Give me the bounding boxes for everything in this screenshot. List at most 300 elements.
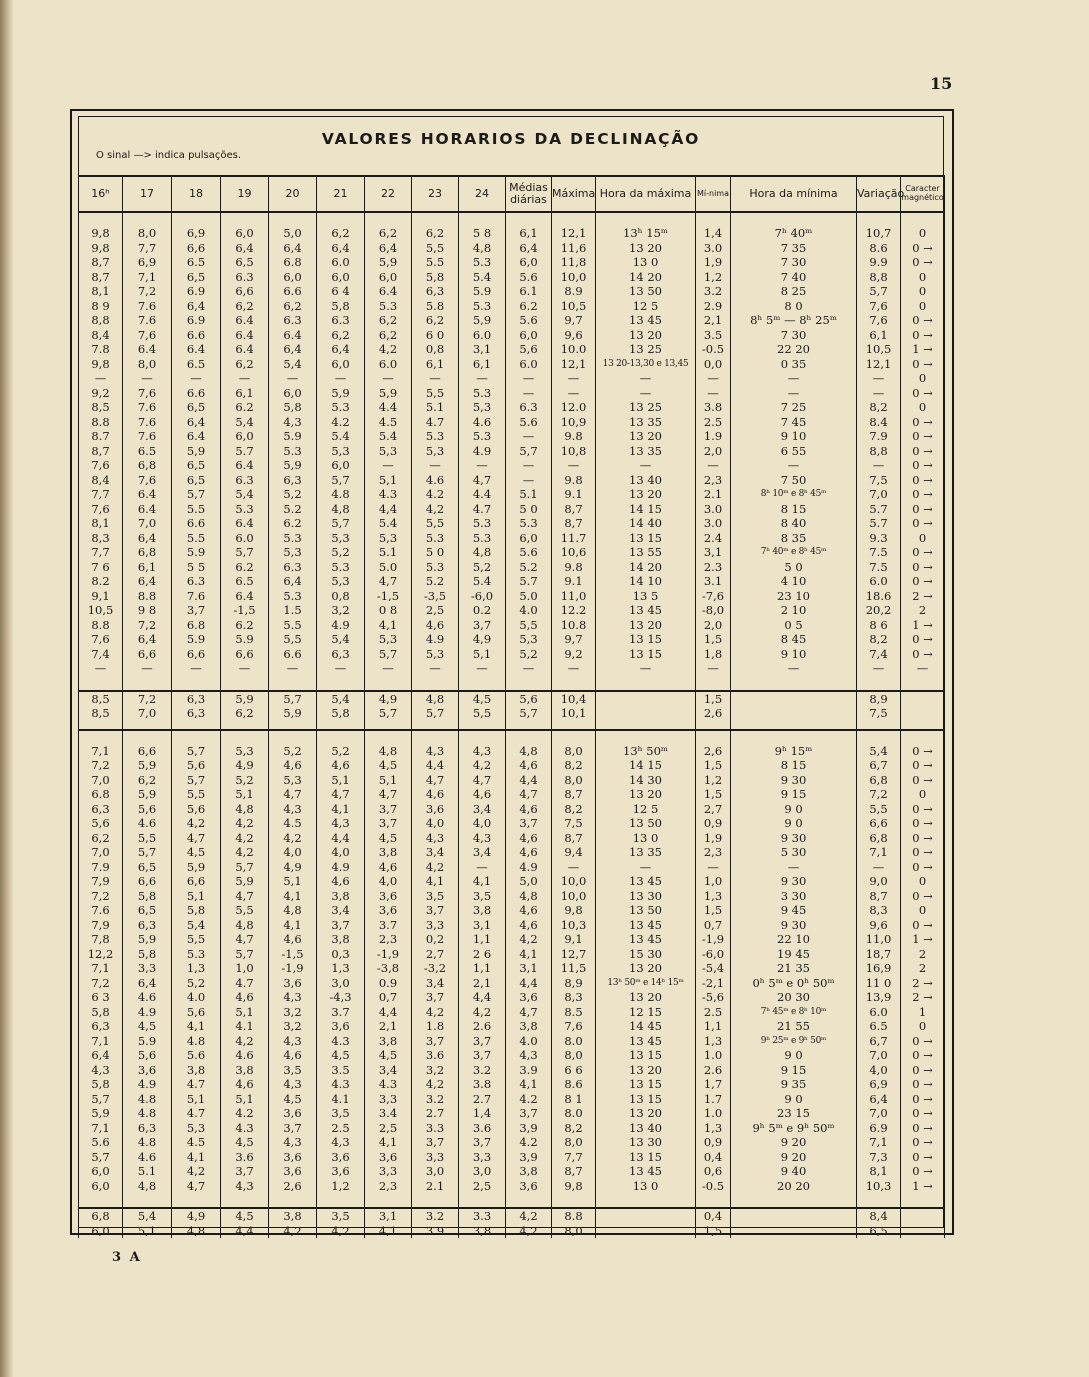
spacer-cell [857,730,901,744]
table-cell: 4,6 [317,874,365,889]
table-cell: 5.3 [365,299,412,314]
table-cell: 6.4 [221,516,269,531]
table-cell: 7,4 [79,647,123,662]
table-cell: 2.5 [696,415,731,430]
table-cell: 2,5 [365,1121,412,1136]
table-cell: 8,0 [123,226,172,241]
table-cell: 5,2 [172,976,221,991]
table-cell: 0 [901,531,945,546]
table-cell: 9 15 [731,1063,857,1078]
table-cell: 6.8 [172,618,221,633]
table-cell: 4.6 [459,415,506,430]
column-header: 16ʰ [79,176,123,212]
table-cell: 3,8 [221,1063,269,1078]
table-cell: 5.3 [317,560,365,575]
spacer-cell [459,1193,506,1208]
table-cell: 5,7 [317,473,365,488]
table-cell: 8.6 [857,241,901,256]
table-cell: 7,1 [123,270,172,285]
table-cell: 8,7 [552,502,596,517]
table-cell: 7,2 [123,284,172,299]
table-row [79,874,945,889]
table-cell: 5.4 [365,429,412,444]
spacer-cell [901,1193,945,1208]
table-cell: 5.4 [459,270,506,285]
table-cell: 1,2 [317,1179,365,1194]
table-cell: 5,4 [857,744,901,759]
table-cell: 4,2 [459,1005,506,1020]
table-cell: 8,2 [857,632,901,647]
table-cell: 5,8 [317,299,365,314]
table-cell: 0,4 [696,1208,731,1224]
table-cell: 6.6 [172,516,221,531]
table-cell: 11.7 [552,531,596,546]
table-cell: 13 45 [596,603,696,618]
book-spine-shadow [0,0,14,1377]
table-cell: 4.5 [172,1135,221,1150]
table-cell: — [269,371,317,386]
page-title: VALORES HORARIOS DA DECLINAÇÃO [321,130,701,148]
table-cell: 5,2 [506,647,552,662]
table-cell: 4,3 [317,1135,365,1150]
table-cell: — [79,661,123,676]
table-cell: 3.0 [696,502,731,517]
table-cell: — [317,661,365,676]
table-cell: 5,1 [221,787,269,802]
table-cell: 0 [901,787,945,802]
table-cell: 13 45 [596,918,696,933]
table-cell: 2.6 [696,1063,731,1078]
table-cell: 4,3 [459,831,506,846]
table-cell: 7,0 [857,1048,901,1063]
table-cell: 0 5 [731,618,857,633]
table-cell: 4.2 [412,487,459,502]
spacer-cell [79,721,123,730]
table-row [79,560,945,575]
table-cell: 6,8 [123,545,172,560]
spacer-cell [79,730,123,744]
table-cell: 3,2 [317,603,365,618]
table-cell: 8,5 [79,400,123,415]
table-cell: 1,4 [696,226,731,241]
table-cell: 22 10 [731,932,857,947]
table-cell: 6,7 [857,1034,901,1049]
table-cell [731,706,857,721]
table-cell: 4,8 [459,241,506,256]
spacer-cell [731,212,857,226]
table-cell: 7,2 [79,976,123,991]
table-cell: 3,8 [459,1224,506,1239]
table-cell: 2 [901,603,945,618]
table-cell: 6.4 [123,342,172,357]
table-cell: 6,0 [317,357,365,372]
spacer-cell [506,730,552,744]
table-cell: 4,8 [172,1224,221,1239]
table-cell: 6.5 [221,574,269,589]
table-cell: 5,7 [221,545,269,560]
table-cell: 1.0 [696,1106,731,1121]
table-cell: — [552,860,596,875]
table-cell: 6,6 [221,647,269,662]
table-row [79,1150,945,1165]
table-cell: — [269,661,317,676]
table-cell: 0 → [901,357,945,372]
table-cell: 6,2 [412,226,459,241]
spacer-cell [696,721,731,730]
table-cell: 4,6 [221,990,269,1005]
table-cell: 6,3 [269,473,317,488]
table-cell: 7ʰ 40ᵐ e 8ʰ 45ᵐ [731,545,857,560]
table-cell: — [459,661,506,676]
table-cell: 13 20 [596,487,696,502]
table-cell: 4,1 [506,1077,552,1092]
table-cell: 4,5 [221,1208,269,1224]
table-cell: 13 50 [596,284,696,299]
table-cell: 7,6 [857,313,901,328]
table-cell: 3.8 [459,1077,506,1092]
table-cell: 6,3 [172,691,221,707]
table-cell: 16,9 [857,961,901,976]
table-cell: 9,2 [552,647,596,662]
table-cell: 2,3 [365,1179,412,1194]
spacer-cell [696,1193,731,1208]
table-cell: 6,0 [79,1224,123,1239]
table-cell: 13 20 [596,787,696,802]
table-row [79,458,945,473]
table-cell: 5,5 [172,787,221,802]
table-cell: 6,9 [123,255,172,270]
spacer-cell [269,1193,317,1208]
table-cell: 5,9 [459,313,506,328]
table-cell: 9 20 [731,1135,857,1150]
table-cell: 6.5 [123,444,172,459]
table-cell: — [172,371,221,386]
table-cell: 2,1 [459,976,506,991]
spacer-cell [552,212,596,226]
table-cell: 3,0 [412,1164,459,1179]
spacer-cell [459,212,506,226]
table-cell: 3.9 [412,1224,459,1239]
table-cell: 11,5 [552,961,596,976]
table-cell: — [317,371,365,386]
table-cell: 3.6 [221,1150,269,1165]
table-cell: 3,4 [459,802,506,817]
table-cell: 9,8 [79,241,123,256]
spacer-cell [317,730,365,744]
table-cell: 6.9 [857,1121,901,1136]
table-cell: 3,3 [365,1164,412,1179]
table-cell: 5.7 [221,444,269,459]
table-cell: 14 15 [596,758,696,773]
table-cell: 4,4 [317,831,365,846]
table-cell: 12,1 [552,357,596,372]
table-cell: 8.5 [552,1005,596,1020]
table-cell: 8,4 [79,473,123,488]
table-cell: 7,7 [79,487,123,502]
table-cell: 4,5 [221,1135,269,1150]
table-cell: 12 5 [596,802,696,817]
table-cell: 7.6 [123,429,172,444]
table-cell: -1,9 [696,932,731,947]
table-cell: 0 → [901,516,945,531]
table-cell: 5,6 [172,758,221,773]
table-cell: 6.0 [221,531,269,546]
table-cell: 6,1 [857,328,901,343]
table-cell: 4,7 [269,787,317,802]
table-cell: 5,3 [459,400,506,415]
table-cell: 6,0 [317,270,365,285]
table-cell: 2 → [901,589,945,604]
table-cell: 6,3 [172,706,221,721]
table-cell: — [79,371,123,386]
table-cell: 7 50 [731,473,857,488]
table-cell: 13 20 [596,990,696,1005]
table-cell: 6,5 [857,1224,901,1239]
table-cell: 4,7 [365,787,412,802]
table-cell: 3.2 [696,284,731,299]
table-cell: 4.1 [317,1092,365,1107]
table-cell: 4.4 [459,487,506,502]
table-cell: -4,3 [317,990,365,1005]
table-cell: 4.6 [221,1048,269,1063]
table-cell: 9.1 [552,574,596,589]
table-cell: — [123,661,172,676]
table-cell: 0,7 [696,918,731,933]
table-cell: 10,5 [552,299,596,314]
column-header: 18 [172,176,221,212]
table-cell: 8 35 [731,531,857,546]
table-cell: 8 25 [731,284,857,299]
table-cell: 4,8 [459,545,506,560]
table-cell: 7 40 [731,270,857,285]
table-cell: 7,1 [79,961,123,976]
table-cell: 8 40 [731,516,857,531]
table-cell: 4,5 [172,845,221,860]
table-cell: 4,0 [269,845,317,860]
table-cell: 8,2 [857,400,901,415]
table-cell: 4.8 [123,1135,172,1150]
table-cell: 0 → [901,889,945,904]
table-cell: — [596,386,696,401]
table-cell: 13 20 [596,1106,696,1121]
table-cell [731,1208,857,1224]
table-cell: 2 10 [731,603,857,618]
table-cell: 5.4 [317,429,365,444]
table-cell: 13 15 [596,647,696,662]
table-cell: 7 25 [731,400,857,415]
table-cell: 8.2 [79,574,123,589]
table-cell: 6,5 [123,860,172,875]
table-cell: 12,2 [79,947,123,962]
table-cell: 4,2 [365,342,412,357]
table-cell: 9,1 [79,589,123,604]
table-cell [901,706,945,721]
table-cell: 4,6 [269,758,317,773]
table-cell: 0 → [901,487,945,502]
table-cell: 5,8 [79,1077,123,1092]
table-cell: 5,9 [172,444,221,459]
table-cell: 5.3 [459,299,506,314]
table-cell: 4,6 [412,787,459,802]
table-cell: 10.8 [552,618,596,633]
spacer-cell [123,730,172,744]
table-cell: 14 30 [596,773,696,788]
spacer-cell [552,1193,596,1208]
table-cell: — [459,371,506,386]
table-row [79,802,945,817]
table-cell: 13 0 [596,831,696,846]
table-cell: 6,4 [123,531,172,546]
table-cell: 8,8 [79,313,123,328]
table-cell: 8.8 [123,589,172,604]
table-cell: 9 15 [731,787,857,802]
table-cell: 9,6 [552,328,596,343]
spacer-cell [596,212,696,226]
table-cell: 10,3 [552,918,596,933]
table-cell: 6.4 [365,284,412,299]
spacer-cell [901,676,945,691]
table-row [79,1208,945,1224]
table-cell: 4,7 [506,1005,552,1020]
column-header: 22 [365,176,412,212]
table-cell: 6,8 [857,831,901,846]
table-cell: 3,8 [506,1164,552,1179]
table-cell: 6.4 [123,502,172,517]
table-cell: 3,6 [317,1019,365,1034]
table-cell: 13 30 [596,889,696,904]
table-cell: 2,3 [696,473,731,488]
table-cell: 5,0 [269,226,317,241]
table-cell: 6.9 [172,284,221,299]
spacer-cell [506,721,552,730]
table-cell: 0 → [901,502,945,517]
table-cell: 13 35 [596,415,696,430]
table-cell: 22 20 [731,342,857,357]
table-cell: 9 45 [731,903,857,918]
table-cell: 14 45 [596,1019,696,1034]
table-cell: 4.9 [317,618,365,633]
table-cell: 5,6 [123,802,172,817]
table-cell: 3,7 [412,1135,459,1150]
table-cell: 5,1 [221,1092,269,1107]
table-cell: 9ʰ 5ᵐ e 9ʰ 50ᵐ [731,1121,857,1136]
table-cell: 5.4 [459,574,506,589]
table-cell: 7,7 [79,545,123,560]
table-row [79,691,945,707]
table-cell: 4,2 [269,831,317,846]
table-cell: 5,2 [317,545,365,560]
table-cell: 7.6 [123,313,172,328]
table-cell: 3.1 [696,574,731,589]
table-cell: 6,4 [317,342,365,357]
table-cell: 0 → [901,1092,945,1107]
table-cell: 3,7 [412,990,459,1005]
table-cell: 5,7 [506,706,552,721]
table-cell: 4,6 [506,802,552,817]
table-cell: 5,7 [269,691,317,707]
table-cell: 7.8 [79,342,123,357]
table-cell: 3,7 [459,1034,506,1049]
table-cell: 7 45 [731,415,857,430]
table-cell: 3,1 [696,545,731,560]
table-cell: 13 25 [596,400,696,415]
table-cell: 5,4 [317,691,365,707]
table-cell: 4.0 [506,603,552,618]
spacer-row [79,721,945,730]
table-cell: 8,0 [552,744,596,759]
table-cell: 5,8 [412,270,459,285]
table-cell: 5,2 [459,560,506,575]
table-cell: 7 6 [79,560,123,575]
table-cell: 5 8 [459,226,506,241]
table-cell: 3,6 [506,1179,552,1194]
table-cell: 7,1 [79,744,123,759]
table-cell: 0 [901,284,945,299]
table-cell: 5.5 [172,531,221,546]
table-cell: 9 20 [731,1150,857,1165]
table-cell: 5,0 [506,874,552,889]
table-cell: 3.9 [506,1063,552,1078]
table-cell: 23 15 [731,1106,857,1121]
table-cell: 4.5 [365,415,412,430]
table-cell: 12.2 [552,603,596,618]
table-cell: 5.9 [459,284,506,299]
table-cell: 6.0 [506,357,552,372]
table-cell: 5,4 [172,918,221,933]
table-cell: 2,7 [412,947,459,962]
table-cell: 1.8 [412,1019,459,1034]
table-cell: 6,6 [172,874,221,889]
table-cell: 10,0 [552,889,596,904]
table-cell: 8,0 [552,773,596,788]
table-cell: 6,0 [221,226,269,241]
spacer-cell [172,1193,221,1208]
table-cell: 8 15 [731,758,857,773]
table-cell: 4.8 [317,487,365,502]
table-cell: 5,4 [123,1208,172,1224]
table-cell: 4,7 [172,831,221,846]
table-cell: 4,2 [412,860,459,875]
table-row [79,386,945,401]
table-cell: 11,0 [857,932,901,947]
table-cell: 6,7 [857,758,901,773]
table-row [79,1077,945,1092]
table-cell: 8,7 [79,270,123,285]
table-cell: 8.7 [79,429,123,444]
table-cell: 8,7 [857,889,901,904]
table-cell: 3,4 [459,845,506,860]
table-cell: 6.4 [221,342,269,357]
column-header: Caracter magnético [901,176,945,212]
table-cell: 0 → [901,255,945,270]
table-row [79,1005,945,1020]
table-cell: 3,2 [412,1063,459,1078]
table-cell: 3,3 [412,918,459,933]
table-cell: 4.6 [123,990,172,1005]
spacer-cell [552,676,596,691]
table-cell: 9,6 [857,918,901,933]
table-cell: 6,8 [123,458,172,473]
table-cell: 6,0 [317,458,365,473]
table-cell: 3,8 [459,903,506,918]
table-cell: 13 20 [596,618,696,633]
table-cell: 4,8 [317,502,365,517]
table-cell: 3,6 [269,976,317,991]
table-cell: 8,8 [857,444,901,459]
table-cell: 4.2 [506,1092,552,1107]
spacer-cell [269,212,317,226]
table-cell: 5,7 [365,647,412,662]
